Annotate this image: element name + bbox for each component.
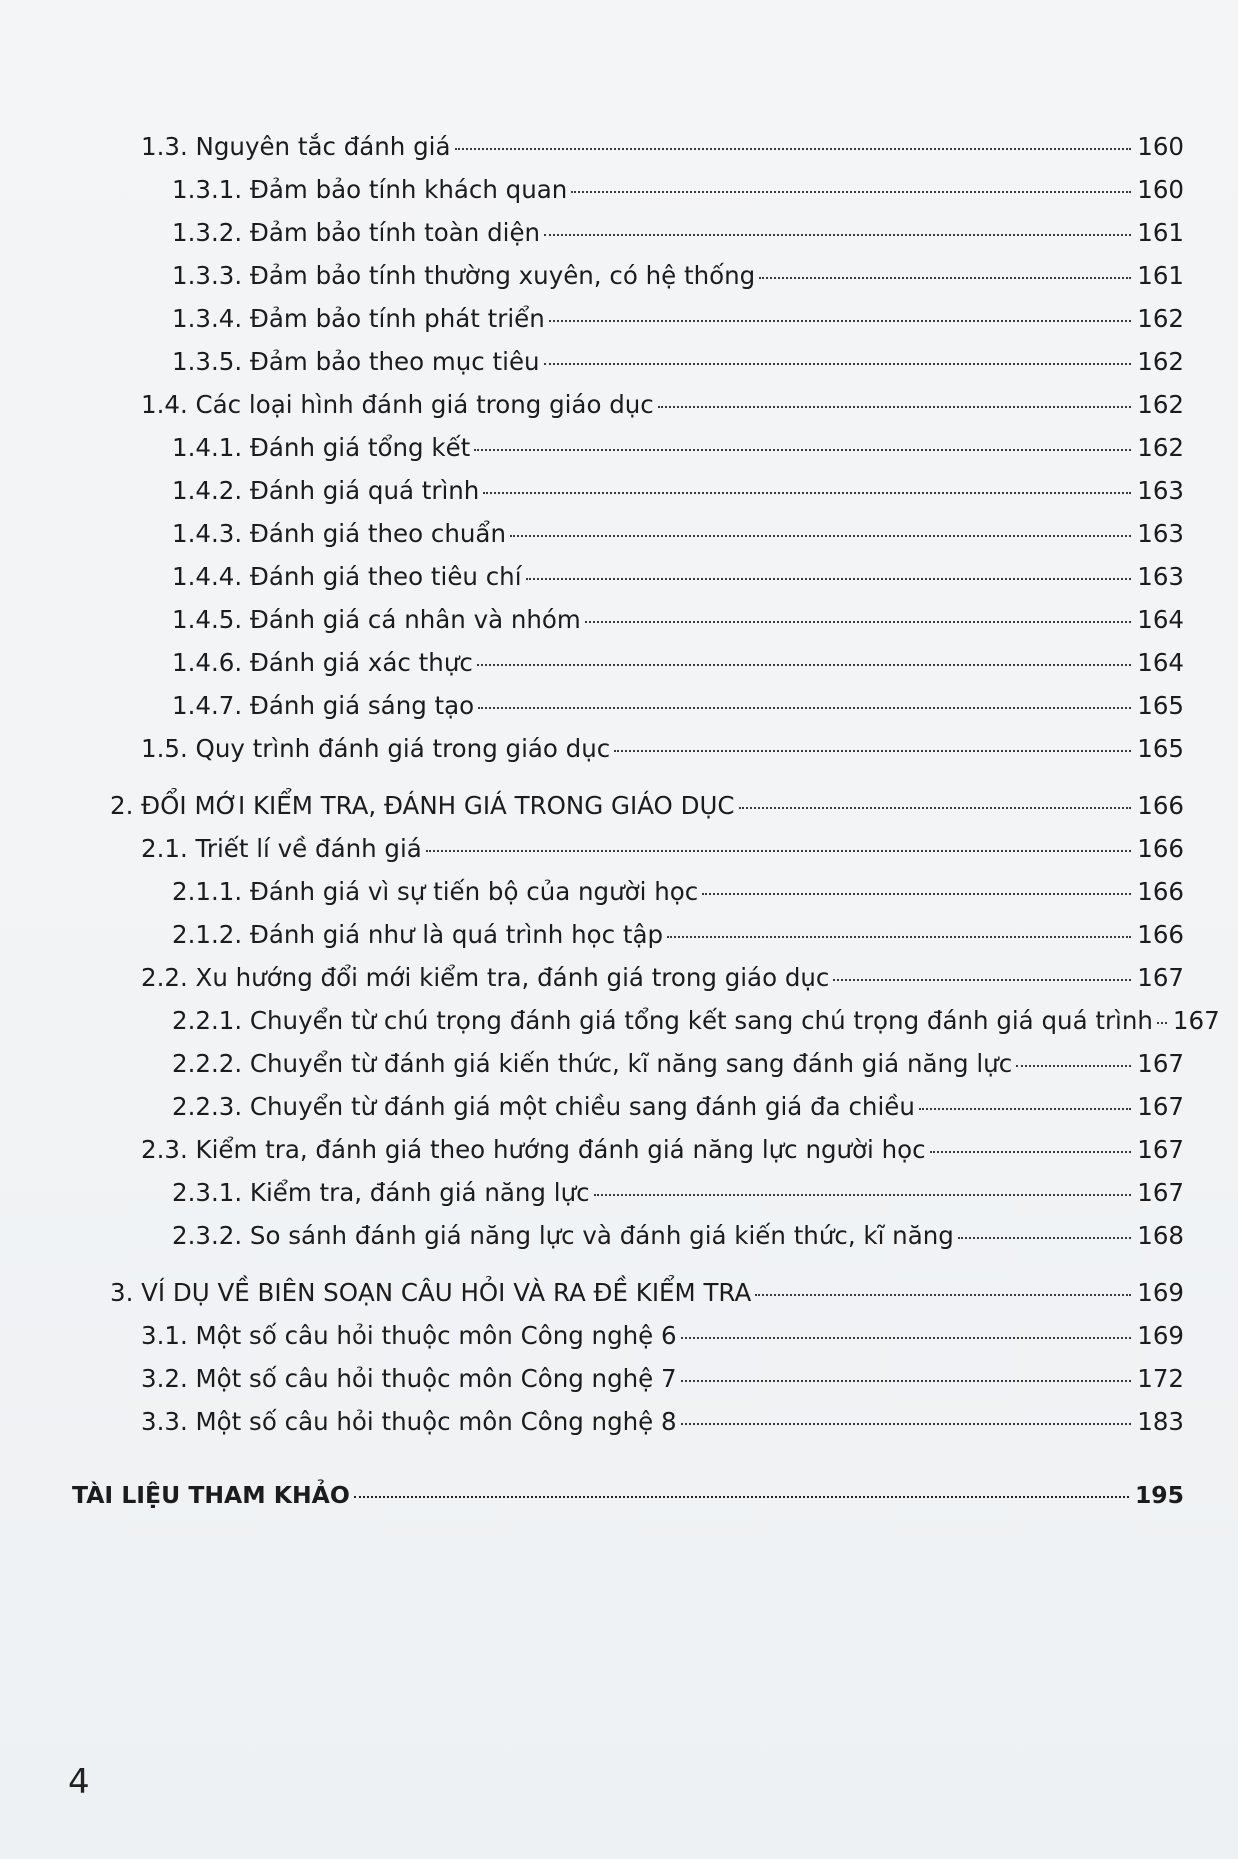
toc-entry [141,132,1184,162]
dot-leader [739,807,1132,809]
toc-entry-page: 161 [1137,261,1184,290]
toc-entry-title: 3.3. Một số câu hỏi thuộc môn Công nghệ 8 [141,1407,677,1436]
toc-entry [172,648,1184,678]
toc-entry-title: 1.3. Nguyên tắc đánh giá [141,132,451,161]
dot-leader [958,1237,1131,1239]
toc-entry [172,433,1184,463]
toc-entry-title: 2.1.1. Đánh giá vì sự tiến bộ của người học [172,877,699,906]
dot-leader [681,1380,1132,1382]
dot-leader [1016,1065,1131,1067]
toc-section-heading [110,791,1184,821]
toc-entry-title: 1.3.2. Đảm bảo tính toàn diện [172,218,541,247]
dot-leader [755,1294,1131,1296]
toc-entry-title: 1.4.5. Đánh giá cá nhân và nhóm [172,605,581,634]
toc-entry-page: 195 [1134,1481,1184,1509]
toc-entry-title: 2.3. Kiểm tra, đánh giá theo hướng đánh giá năng lực người học [141,1135,926,1164]
toc-entry [141,1364,1184,1394]
dot-leader [510,535,1131,537]
toc-entry [141,390,1184,420]
toc-entry-page: 162 [1137,347,1184,376]
toc-entry-page: 166 [1137,834,1184,863]
toc-entry-page: 167 [1137,1135,1184,1164]
toc-entry [141,734,1184,764]
toc-entry-page: 163 [1137,476,1184,505]
toc-entry-page: 164 [1137,605,1184,634]
toc-entry-page: 166 [1137,877,1184,906]
toc-entry-title: 2. ĐỔI MỚI KIỂM TRA, ĐÁNH GIÁ TRONG GIÁO DỤC [110,791,735,820]
toc-entry-title: 2.3.1. Kiểm tra, đánh giá năng lực [172,1178,590,1207]
toc-references-heading [72,1480,1184,1510]
toc-entry-title: 1.4.4. Đánh giá theo tiêu chí [172,562,522,591]
toc-entry [172,175,1184,205]
toc-entry-page: 167 [1172,1006,1220,1035]
toc-entry-page: 163 [1137,562,1184,591]
toc-entry [172,519,1184,549]
toc-entry [172,1092,1184,1122]
dot-leader [544,363,1132,365]
toc-entry-page: 169 [1137,1278,1184,1307]
dot-leader [833,979,1131,981]
toc-entry-page: 162 [1137,304,1184,333]
toc-entry-page: 172 [1137,1364,1184,1393]
toc-entry-title: 1.4.6. Đánh giá xác thực [172,648,473,677]
toc-entry-title: 2.1.2. Đánh giá như là quá trình học tập [172,920,664,949]
toc-entry-page: 167 [1137,963,1184,992]
dot-leader [474,449,1131,451]
toc-entry-title: 1.3.5. Đảm bảo theo mục tiêu [172,347,540,376]
dot-leader [549,320,1131,322]
toc-entry [172,877,1184,907]
toc-entry-page: 164 [1137,648,1184,677]
toc-entry-title: 1.3.4. Đảm bảo tính phát triển [172,304,545,333]
toc-entry [141,834,1184,864]
toc-entry-page: 161 [1137,218,1184,247]
toc-entry [172,920,1184,950]
toc-entry-page: 165 [1137,734,1184,763]
dot-leader [585,621,1131,623]
toc-entry-page: 160 [1137,132,1184,161]
toc-entry-title: 2.3.2. So sánh đánh giá năng lực và đánh giá kiến thức, kĩ năng [172,1221,954,1250]
toc-entry [141,1321,1184,1351]
dot-leader [455,148,1132,150]
toc-entry-title: 3. VÍ DỤ VỀ BIÊN SOẠN CÂU HỎI VÀ RA ĐỀ KIỂM TRA [110,1278,752,1307]
toc-entry-title: 1.5. Quy trình đánh giá trong giáo dục [141,734,611,763]
toc-entry [172,347,1184,377]
dot-leader [571,191,1131,193]
toc-entry [172,304,1184,334]
dot-leader [614,750,1131,752]
toc-entry-title: 3.1. Một số câu hỏi thuộc môn Công nghệ 6 [141,1321,677,1350]
toc-entry-page: 165 [1137,691,1184,720]
toc-entry-title: 2.2. Xu hướng đổi mới kiểm tra, đánh giá trong giáo dục [141,963,830,992]
dot-leader [426,850,1131,852]
toc-entry [172,1178,1184,1208]
dot-leader [483,492,1131,494]
toc-entry [172,476,1184,506]
dot-leader [930,1151,1132,1153]
toc-entry-title: 1.3.3. Đảm bảo tính thường xuyên, có hệ thống [172,261,756,290]
toc-entry-title: 2.1. Triết lí về đánh giá [141,834,422,863]
toc-entry-title: 1.4.3. Đánh giá theo chuẩn [172,519,506,548]
dot-leader [681,1337,1132,1339]
toc-entry-page: 169 [1137,1321,1184,1350]
toc-entry-title: TÀI LIỆU THAM KHẢO [72,1481,350,1509]
toc-entry [172,1006,1220,1036]
toc-entry [172,605,1184,635]
toc-entry-title: 2.2.1. Chuyển từ chú trọng đánh giá tổng kết sang chú trọng đánh giá quá trình [172,1006,1153,1035]
toc-entry [172,691,1184,721]
page-number: 4 [68,1762,90,1802]
dot-leader [478,707,1131,709]
toc-entry-page: 167 [1137,1049,1184,1078]
toc-entry [172,1221,1184,1251]
dot-leader [759,277,1131,279]
toc-entry-page: 167 [1137,1092,1184,1121]
toc-entry-page: 160 [1137,175,1184,204]
toc-entry-title: 1.4.1. Đánh giá tổng kết [172,433,471,462]
toc-entry [141,1135,1184,1165]
toc-entry [172,261,1184,291]
toc-entry-page: 162 [1137,390,1184,419]
dot-leader [1157,1022,1167,1024]
toc-entry-page: 168 [1137,1221,1184,1250]
dot-leader [919,1108,1131,1110]
toc-entry-page: 166 [1137,791,1184,820]
dot-leader [544,234,1131,236]
dot-leader [681,1423,1132,1425]
toc-entry-title: 3.2. Một số câu hỏi thuộc môn Công nghệ 7 [141,1364,677,1393]
toc-entry-title: 1.4. Các loại hình đánh giá trong giáo dục [141,390,654,419]
dot-leader [354,1496,1129,1498]
dot-leader [702,893,1131,895]
toc-entry-page: 162 [1137,433,1184,462]
toc-entry [141,963,1184,993]
toc-entry-title: 1.3.1. Đảm bảo tính khách quan [172,175,568,204]
toc-entry-page: 167 [1137,1178,1184,1207]
toc-entry [172,218,1184,248]
toc-entry [172,1049,1184,1079]
toc-entry-page: 163 [1137,519,1184,548]
toc-entry-page: 183 [1137,1407,1184,1436]
toc-entry [172,562,1184,592]
dot-leader [526,578,1132,580]
toc-section-heading [110,1278,1184,1308]
dot-leader [667,936,1131,938]
toc-entry-title: 2.2.2. Chuyển từ đánh giá kiến thức, kĩ năng sang đánh giá năng lực [172,1049,1013,1078]
toc-entry-title: 1.4.7. Đánh giá sáng tạo [172,691,475,720]
dot-leader [477,664,1131,666]
toc-entry-title: 1.4.2. Đánh giá quá trình [172,476,480,505]
toc-entry-page: 166 [1137,920,1184,949]
dot-leader [594,1194,1132,1196]
toc-entry [141,1407,1184,1437]
toc-entry-title: 2.2.3. Chuyển từ đánh giá một chiều sang đánh giá đa chiều [172,1092,915,1121]
dot-leader [658,406,1131,408]
